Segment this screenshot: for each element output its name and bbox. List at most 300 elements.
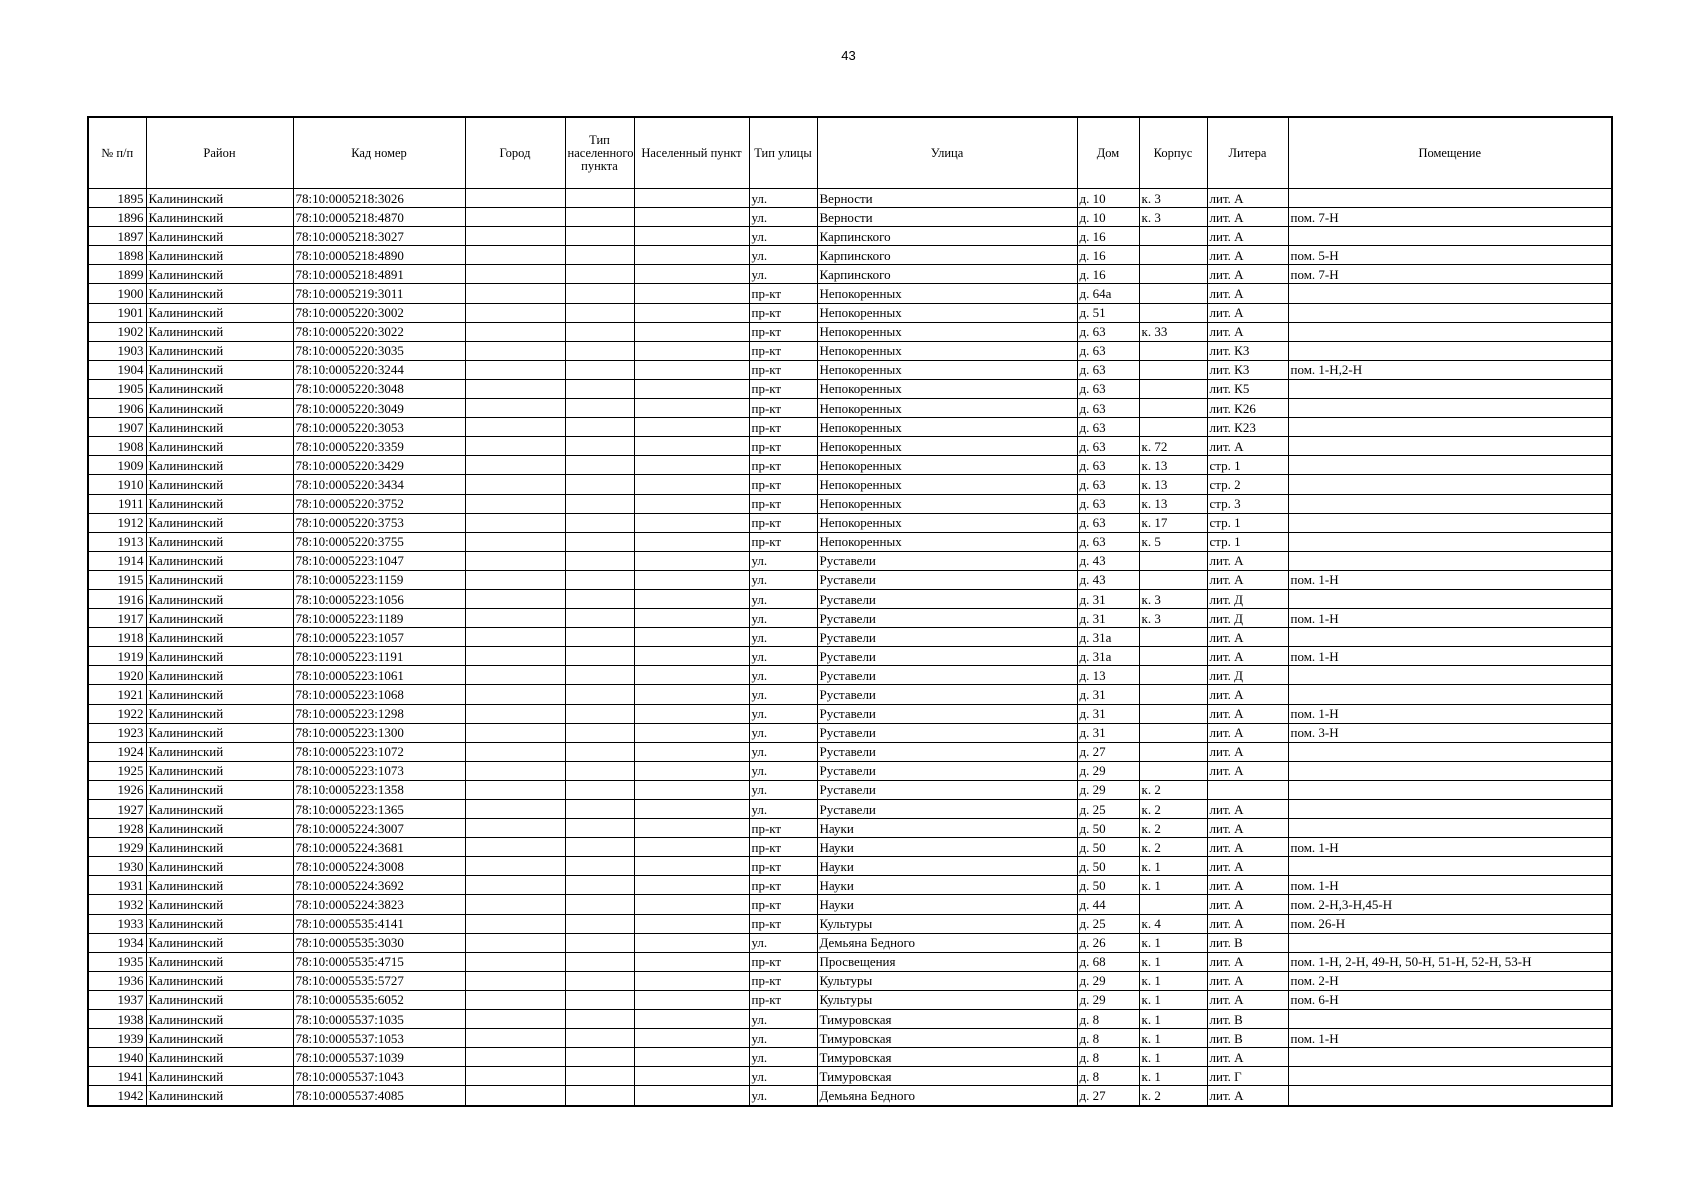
cell-city	[465, 761, 565, 780]
cell-street: Науки	[817, 838, 1077, 857]
cell-street-type: ул.	[749, 704, 817, 723]
cell-letter: лит. А	[1207, 857, 1288, 876]
cell-city	[465, 857, 565, 876]
cell-settlement-type	[565, 895, 634, 914]
cell-street-type: ул.	[749, 1010, 817, 1029]
cell-district: Калининский	[146, 532, 293, 551]
cell-settlement	[634, 838, 749, 857]
cell-row-number: 1898	[88, 246, 146, 265]
cell-settlement-type	[565, 952, 634, 971]
cell-premises	[1288, 494, 1612, 513]
cell-street: Непокоренных	[817, 456, 1077, 475]
cell-row-number: 1936	[88, 971, 146, 990]
cell-premises	[1288, 322, 1612, 341]
cell-district: Калининский	[146, 513, 293, 532]
cell-building	[1139, 246, 1207, 265]
cell-building	[1139, 647, 1207, 666]
cell-street-type: ул.	[749, 208, 817, 227]
cell-cadastral-number: 78:10:0005218:4891	[293, 265, 465, 284]
cell-premises	[1288, 513, 1612, 532]
cell-settlement-type	[565, 1029, 634, 1048]
table-row	[88, 418, 1612, 437]
cell-row-number: 1929	[88, 838, 146, 857]
cell-premises	[1288, 341, 1612, 360]
cell-premises	[1288, 780, 1612, 799]
cell-street: Науки	[817, 876, 1077, 895]
cell-cadastral-number: 78:10:0005220:3359	[293, 437, 465, 456]
cell-district: Калининский	[146, 723, 293, 742]
cell-street: Просвещения	[817, 952, 1077, 971]
cell-street-type: пр-кт	[749, 303, 817, 322]
cell-row-number: 1917	[88, 609, 146, 628]
cell-premises: пом. 7-Н	[1288, 208, 1612, 227]
cell-street-type: пр-кт	[749, 437, 817, 456]
cell-row-number: 1905	[88, 379, 146, 398]
cell-house: д. 63	[1077, 532, 1139, 551]
cell-row-number: 1900	[88, 284, 146, 303]
cell-letter: лит. А	[1207, 895, 1288, 914]
cell-street-type: ул.	[749, 570, 817, 589]
cell-settlement	[634, 876, 749, 895]
cell-premises	[1288, 475, 1612, 494]
cell-city	[465, 704, 565, 723]
cell-cadastral-number: 78:10:0005537:1039	[293, 1048, 465, 1067]
cell-cadastral-number: 78:10:0005537:1035	[293, 1010, 465, 1029]
cell-district: Калининский	[146, 914, 293, 933]
cell-street-type: пр-кт	[749, 494, 817, 513]
cell-premises	[1288, 819, 1612, 838]
cell-street: Непокоренных	[817, 284, 1077, 303]
cell-street-type: пр-кт	[749, 418, 817, 437]
table-row	[88, 895, 1612, 914]
cell-letter: лит. А	[1207, 742, 1288, 761]
table-row	[88, 685, 1612, 704]
cell-letter: лит. А	[1207, 704, 1288, 723]
cell-letter: лит. А	[1207, 761, 1288, 780]
table-row	[88, 1048, 1612, 1067]
cell-house: д. 68	[1077, 952, 1139, 971]
cell-district: Калининский	[146, 952, 293, 971]
cell-settlement	[634, 418, 749, 437]
cell-building: к. 1	[1139, 1029, 1207, 1048]
cell-house: д. 8	[1077, 1067, 1139, 1086]
table-row	[88, 399, 1612, 418]
cell-district: Калининский	[146, 456, 293, 475]
table-row	[88, 971, 1612, 990]
cell-settlement-type	[565, 360, 634, 379]
cell-district: Калининский	[146, 418, 293, 437]
cell-cadastral-number: 78:10:0005223:1300	[293, 723, 465, 742]
cell-premises: пом. 1-Н	[1288, 1029, 1612, 1048]
cell-building: к. 72	[1139, 437, 1207, 456]
cell-city	[465, 551, 565, 570]
cell-premises	[1288, 685, 1612, 704]
cell-row-number: 1907	[88, 418, 146, 437]
cell-house: д. 43	[1077, 551, 1139, 570]
cell-house: д. 64а	[1077, 284, 1139, 303]
cell-district: Калининский	[146, 303, 293, 322]
cell-cadastral-number: 78:10:0005223:1159	[293, 570, 465, 589]
cell-street: Тимуровская	[817, 1029, 1077, 1048]
cell-building	[1139, 551, 1207, 570]
cell-house: д. 31	[1077, 609, 1139, 628]
cell-settlement	[634, 1086, 749, 1106]
cell-settlement	[634, 360, 749, 379]
cell-district: Калининский	[146, 494, 293, 513]
cell-row-number: 1935	[88, 952, 146, 971]
cell-city	[465, 895, 565, 914]
cell-district: Калининский	[146, 990, 293, 1009]
cell-district: Калининский	[146, 876, 293, 895]
cell-premises	[1288, 933, 1612, 952]
cell-cadastral-number: 78:10:0005535:4141	[293, 914, 465, 933]
cell-house: д. 50	[1077, 876, 1139, 895]
cell-premises	[1288, 1010, 1612, 1029]
cell-settlement-type	[565, 1086, 634, 1106]
table-row	[88, 265, 1612, 284]
cell-street-type: ул.	[749, 189, 817, 208]
cell-street: Руставели	[817, 647, 1077, 666]
cell-cadastral-number: 78:10:0005220:3753	[293, 513, 465, 532]
cell-cadastral-number: 78:10:0005223:1358	[293, 780, 465, 799]
table-row	[88, 819, 1612, 838]
cell-city	[465, 246, 565, 265]
cell-settlement-type	[565, 1048, 634, 1067]
cell-district: Калининский	[146, 1067, 293, 1086]
cell-premises	[1288, 589, 1612, 608]
cell-settlement-type	[565, 628, 634, 647]
table-row	[88, 475, 1612, 494]
cell-settlement-type	[565, 819, 634, 838]
cell-street-type: ул.	[749, 1086, 817, 1106]
table-row	[88, 914, 1612, 933]
cell-district: Калининский	[146, 1029, 293, 1048]
header-cadastral-number: Кад номер	[293, 117, 465, 189]
cell-premises	[1288, 628, 1612, 647]
cell-building: к. 1	[1139, 971, 1207, 990]
cell-settlement-type	[565, 284, 634, 303]
cell-house: д. 50	[1077, 857, 1139, 876]
cell-district: Калининский	[146, 819, 293, 838]
cell-street-type: пр-кт	[749, 456, 817, 475]
cell-premises: пом. 6-Н	[1288, 990, 1612, 1009]
cell-premises	[1288, 666, 1612, 685]
cell-house: д. 63	[1077, 399, 1139, 418]
table-row	[88, 189, 1612, 208]
cell-letter: лит. А	[1207, 1086, 1288, 1106]
cell-settlement	[634, 761, 749, 780]
cell-settlement-type	[565, 838, 634, 857]
cell-city	[465, 589, 565, 608]
cell-city	[465, 189, 565, 208]
cell-letter: лит. К3	[1207, 341, 1288, 360]
cell-premises	[1288, 303, 1612, 322]
cell-city	[465, 742, 565, 761]
cell-settlement-type	[565, 971, 634, 990]
cell-district: Калининский	[146, 360, 293, 379]
cell-letter: лит. А	[1207, 437, 1288, 456]
cell-street-type: пр-кт	[749, 895, 817, 914]
table-row	[88, 628, 1612, 647]
cell-premises: пом. 1-Н	[1288, 704, 1612, 723]
cell-settlement	[634, 532, 749, 551]
table-row	[88, 494, 1612, 513]
cell-building: к. 13	[1139, 475, 1207, 494]
cell-settlement	[634, 628, 749, 647]
cell-city	[465, 1029, 565, 1048]
cell-premises: пом. 26-Н	[1288, 914, 1612, 933]
cell-city	[465, 513, 565, 532]
cell-building: к. 2	[1139, 838, 1207, 857]
cell-street: Демьяна Бедного	[817, 1086, 1077, 1106]
cell-city	[465, 609, 565, 628]
cell-building: к. 2	[1139, 780, 1207, 799]
cell-street: Карпинского	[817, 227, 1077, 246]
table-row	[88, 437, 1612, 456]
cell-building	[1139, 399, 1207, 418]
cell-street-type: пр-кт	[749, 475, 817, 494]
cell-cadastral-number: 78:10:0005224:3692	[293, 876, 465, 895]
cell-street-type: ул.	[749, 666, 817, 685]
table-row	[88, 303, 1612, 322]
cell-settlement-type	[565, 990, 634, 1009]
cell-settlement-type	[565, 647, 634, 666]
cell-street: Непокоренных	[817, 399, 1077, 418]
table-row	[88, 341, 1612, 360]
cell-district: Калининский	[146, 379, 293, 398]
cell-house: д. 8	[1077, 1010, 1139, 1029]
cell-building: к. 13	[1139, 456, 1207, 475]
cell-city	[465, 990, 565, 1009]
cell-street: Руставели	[817, 800, 1077, 819]
cell-building: к. 1	[1139, 1048, 1207, 1067]
cell-street-type: пр-кт	[749, 819, 817, 838]
cell-settlement	[634, 685, 749, 704]
cell-settlement	[634, 914, 749, 933]
cell-building: к. 2	[1139, 800, 1207, 819]
cell-street-type: пр-кт	[749, 876, 817, 895]
cell-cadastral-number: 78:10:0005220:3035	[293, 341, 465, 360]
cell-building	[1139, 379, 1207, 398]
cell-building: к. 1	[1139, 857, 1207, 876]
cell-letter: лит. А	[1207, 685, 1288, 704]
cell-city	[465, 952, 565, 971]
cell-row-number: 1940	[88, 1048, 146, 1067]
cell-settlement-type	[565, 551, 634, 570]
cell-city	[465, 227, 565, 246]
cell-row-number: 1903	[88, 341, 146, 360]
cell-street-type: пр-кт	[749, 341, 817, 360]
header-letter: Литера	[1207, 117, 1288, 189]
cell-house: д. 29	[1077, 971, 1139, 990]
cell-district: Калининский	[146, 1010, 293, 1029]
cell-district: Калининский	[146, 227, 293, 246]
cell-row-number: 1915	[88, 570, 146, 589]
cell-row-number: 1897	[88, 227, 146, 246]
cell-street: Руставели	[817, 609, 1077, 628]
table-row	[88, 952, 1612, 971]
cell-street: Руставели	[817, 685, 1077, 704]
cell-row-number: 1914	[88, 551, 146, 570]
cell-row-number: 1927	[88, 800, 146, 819]
cell-building: к. 4	[1139, 914, 1207, 933]
table-row	[88, 570, 1612, 589]
cell-premises	[1288, 551, 1612, 570]
cell-building	[1139, 418, 1207, 437]
cell-city	[465, 666, 565, 685]
cell-building	[1139, 723, 1207, 742]
cell-settlement	[634, 589, 749, 608]
cell-settlement-type	[565, 914, 634, 933]
cell-cadastral-number: 78:10:0005223:1073	[293, 761, 465, 780]
cell-district: Калининский	[146, 322, 293, 341]
cell-settlement	[634, 952, 749, 971]
cell-settlement-type	[565, 1067, 634, 1086]
cell-row-number: 1941	[88, 1067, 146, 1086]
cell-settlement-type	[565, 780, 634, 799]
cell-settlement	[634, 723, 749, 742]
cell-building: к. 3	[1139, 589, 1207, 608]
cell-house: д. 63	[1077, 513, 1139, 532]
cell-cadastral-number: 78:10:0005220:3755	[293, 532, 465, 551]
cell-settlement-type	[565, 475, 634, 494]
cell-building: к. 3	[1139, 189, 1207, 208]
cell-building: к. 2	[1139, 819, 1207, 838]
cell-house: д. 16	[1077, 246, 1139, 265]
cell-settlement	[634, 704, 749, 723]
cell-row-number: 1925	[88, 761, 146, 780]
cell-city	[465, 303, 565, 322]
cell-letter: лит. А	[1207, 322, 1288, 341]
header-street-type: Тип улицы	[749, 117, 817, 189]
cell-building	[1139, 704, 1207, 723]
cell-letter: стр. 3	[1207, 494, 1288, 513]
cell-row-number: 1922	[88, 704, 146, 723]
cell-district: Калининский	[146, 685, 293, 704]
cell-city	[465, 819, 565, 838]
cell-letter: лит. В	[1207, 1010, 1288, 1029]
cell-row-number: 1937	[88, 990, 146, 1009]
table-row	[88, 456, 1612, 475]
cell-house: д. 10	[1077, 189, 1139, 208]
cell-settlement	[634, 341, 749, 360]
cell-letter: лит. А	[1207, 628, 1288, 647]
cell-house: д. 31	[1077, 704, 1139, 723]
cell-cadastral-number: 78:10:0005219:3011	[293, 284, 465, 303]
cell-city	[465, 780, 565, 799]
cell-settlement	[634, 494, 749, 513]
table-row	[88, 666, 1612, 685]
cell-row-number: 1934	[88, 933, 146, 952]
cell-street: Тимуровская	[817, 1067, 1077, 1086]
table-row	[88, 609, 1612, 628]
cell-district: Калининский	[146, 933, 293, 952]
cell-settlement	[634, 647, 749, 666]
cell-house: д. 63	[1077, 456, 1139, 475]
cell-city	[465, 208, 565, 227]
cell-cadastral-number: 78:10:0005220:3022	[293, 322, 465, 341]
cell-city	[465, 265, 565, 284]
cell-settlement-type	[565, 1010, 634, 1029]
cell-premises: пом. 1-Н	[1288, 838, 1612, 857]
cell-district: Калининский	[146, 780, 293, 799]
cell-settlement	[634, 742, 749, 761]
cell-street-type: пр-кт	[749, 284, 817, 303]
cell-cadastral-number: 78:10:0005535:3030	[293, 933, 465, 952]
cell-city	[465, 437, 565, 456]
table-row	[88, 1029, 1612, 1048]
header-street: Улица	[817, 117, 1077, 189]
table-row	[88, 723, 1612, 742]
cell-cadastral-number: 78:10:0005218:3026	[293, 189, 465, 208]
cell-street: Непокоренных	[817, 322, 1077, 341]
cell-row-number: 1906	[88, 399, 146, 418]
cell-building	[1139, 265, 1207, 284]
cell-house: д. 29	[1077, 780, 1139, 799]
header-settlement-type: Тип населенного пункта	[565, 117, 634, 189]
cell-settlement	[634, 1029, 749, 1048]
cell-building: к. 3	[1139, 609, 1207, 628]
cell-street-type: пр-кт	[749, 379, 817, 398]
cell-row-number: 1895	[88, 189, 146, 208]
cell-city	[465, 876, 565, 895]
cell-letter: стр. 2	[1207, 475, 1288, 494]
table-row	[88, 227, 1612, 246]
cell-street: Тимуровская	[817, 1010, 1077, 1029]
cell-street: Тимуровская	[817, 1048, 1077, 1067]
cell-building: к. 17	[1139, 513, 1207, 532]
cell-building	[1139, 685, 1207, 704]
cell-district: Калининский	[146, 341, 293, 360]
cell-settlement	[634, 246, 749, 265]
cell-cadastral-number: 78:10:0005218:3027	[293, 227, 465, 246]
cell-row-number: 1912	[88, 513, 146, 532]
cell-district: Калининский	[146, 551, 293, 570]
cell-house: д. 63	[1077, 341, 1139, 360]
cell-letter: лит. А	[1207, 284, 1288, 303]
cell-street-type: ул.	[749, 761, 817, 780]
cell-city	[465, 933, 565, 952]
cell-row-number: 1901	[88, 303, 146, 322]
cell-district: Калининский	[146, 437, 293, 456]
cell-house: д. 16	[1077, 227, 1139, 246]
cell-cadastral-number: 78:10:0005535:5727	[293, 971, 465, 990]
cell-city	[465, 971, 565, 990]
cell-row-number: 1899	[88, 265, 146, 284]
cell-row-number: 1926	[88, 780, 146, 799]
cell-street-type: пр-кт	[749, 399, 817, 418]
cell-settlement	[634, 551, 749, 570]
cell-letter: лит. Д	[1207, 589, 1288, 608]
cell-row-number: 1921	[88, 685, 146, 704]
cell-building	[1139, 895, 1207, 914]
cell-street: Непокоренных	[817, 303, 1077, 322]
cell-building: к. 1	[1139, 876, 1207, 895]
cell-premises	[1288, 800, 1612, 819]
cell-cadastral-number: 78:10:0005223:1057	[293, 628, 465, 647]
cell-city	[465, 360, 565, 379]
header-row	[88, 117, 1612, 189]
cell-row-number: 1919	[88, 647, 146, 666]
cell-street: Непокоренных	[817, 379, 1077, 398]
cell-street-type: ул.	[749, 551, 817, 570]
table-row	[88, 322, 1612, 341]
registry-table	[87, 116, 1613, 1107]
cell-letter: лит. К26	[1207, 399, 1288, 418]
cell-cadastral-number: 78:10:0005220:3244	[293, 360, 465, 379]
cell-cadastral-number: 78:10:0005535:6052	[293, 990, 465, 1009]
table-row	[88, 246, 1612, 265]
